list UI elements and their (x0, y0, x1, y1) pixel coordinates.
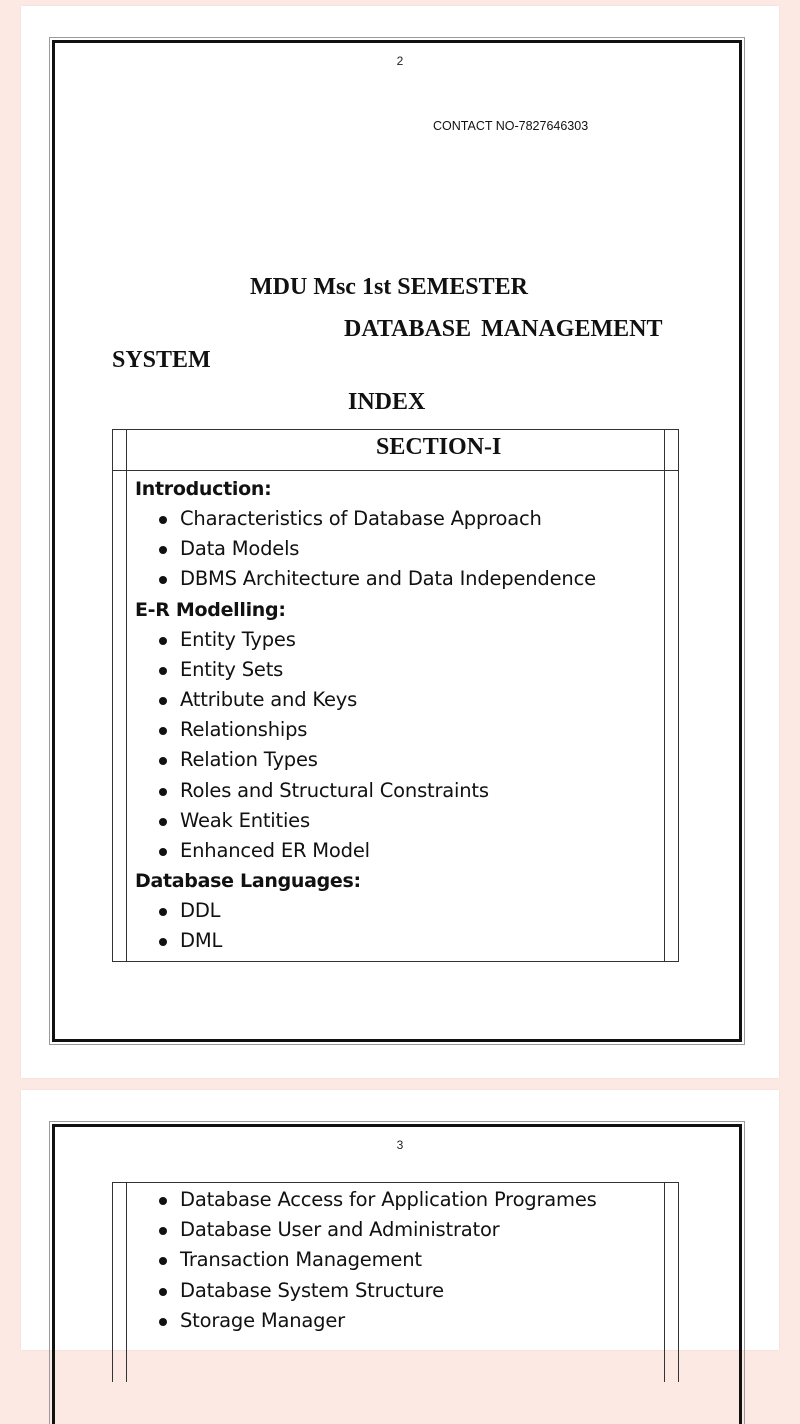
list-item-label: DDL (180, 899, 221, 923)
list-item-label: Attribute and Keys (180, 687, 358, 711)
list-item (135, 685, 662, 715)
list-item (135, 1215, 662, 1245)
bullet-icon (159, 757, 167, 765)
table-border-right (664, 430, 665, 961)
bullet-icon (159, 546, 167, 554)
index-table (112, 429, 679, 962)
index-table (112, 1182, 679, 1382)
topic-list (135, 504, 662, 595)
bullet-icon (159, 848, 167, 856)
course-title: MDU Msc 1st SEMESTER (250, 274, 529, 300)
bullet-icon (159, 908, 167, 916)
bullet-icon (159, 516, 167, 524)
topic-list (135, 625, 662, 867)
table-border-left (126, 430, 127, 961)
bullet-icon (159, 576, 167, 584)
list-item (135, 1245, 662, 1275)
index-content (135, 474, 662, 956)
bullet-icon (159, 1288, 167, 1296)
bullet-icon (159, 1197, 167, 1205)
list-item (135, 504, 662, 534)
list-item-label: Entity Types (180, 627, 296, 651)
subject-title-line1: DATABASE MANAGEMENT (344, 316, 663, 342)
list-item-label: Database User and Administrator (180, 1218, 500, 1242)
list-item-label: Transaction Management (180, 1248, 422, 1272)
subject-title-line2: SYSTEM (112, 347, 211, 373)
list-item (135, 625, 662, 655)
list-item-label: Weak Entities (180, 808, 310, 832)
group-heading: Introduction: (135, 478, 272, 500)
list-item-label: Database System Structure (180, 1278, 444, 1302)
index-title: INDEX (348, 389, 426, 415)
list-item-label: Entity Sets (180, 657, 284, 681)
bullet-icon (159, 727, 167, 735)
list-item-label: Enhanced ER Model (180, 838, 370, 862)
document-page-3 (21, 1090, 779, 1350)
page-number: 2 (396, 54, 404, 68)
table-border-right (664, 1183, 665, 1382)
table-border-left (126, 1183, 127, 1382)
page-number: 3 (396, 1138, 404, 1152)
list-item (135, 1276, 662, 1306)
bullet-icon (159, 637, 167, 645)
list-item (135, 896, 662, 926)
list-item (135, 564, 662, 594)
list-item-label: Storage Manager (180, 1308, 345, 1332)
list-item-label: Relation Types (180, 748, 318, 772)
list-item (135, 655, 662, 685)
topic-list (135, 896, 662, 956)
contact-number: CONTACT NO-7827646303 (433, 119, 589, 133)
bullet-icon (159, 818, 167, 826)
topic-list (135, 1185, 662, 1336)
document-page-2 (21, 6, 779, 1078)
list-item-label: Roles and Structural Constraints (180, 778, 489, 802)
list-item (135, 806, 662, 836)
bullet-icon (159, 667, 167, 675)
bullet-icon (159, 788, 167, 796)
index-content (135, 1185, 662, 1336)
list-item (135, 745, 662, 775)
list-item-label: DML (180, 929, 223, 953)
list-item-label: Relationships (180, 718, 308, 742)
list-item (135, 1306, 662, 1336)
list-item-label: DBMS Architecture and Data Independence (180, 567, 596, 591)
bullet-icon (159, 697, 167, 705)
list-item-label: Database Access for Application Programes (180, 1188, 597, 1211)
group-heading: Database Languages: (135, 870, 361, 893)
list-item (135, 836, 662, 866)
group-heading: E-R Modelling: (135, 598, 286, 621)
bullet-icon (159, 1227, 167, 1235)
list-item-label: Characteristics of Database Approach (180, 507, 542, 530)
section-header (113, 430, 678, 471)
bullet-icon (159, 1318, 167, 1326)
list-item (135, 926, 662, 956)
bullet-icon (159, 938, 167, 946)
list-item-label: Data Models (180, 537, 300, 561)
bullet-icon (159, 1257, 167, 1265)
list-item (135, 776, 662, 806)
section-label: SECTION-I (376, 434, 502, 460)
list-item (135, 715, 662, 745)
list-item (135, 534, 662, 564)
list-item (135, 1185, 662, 1215)
